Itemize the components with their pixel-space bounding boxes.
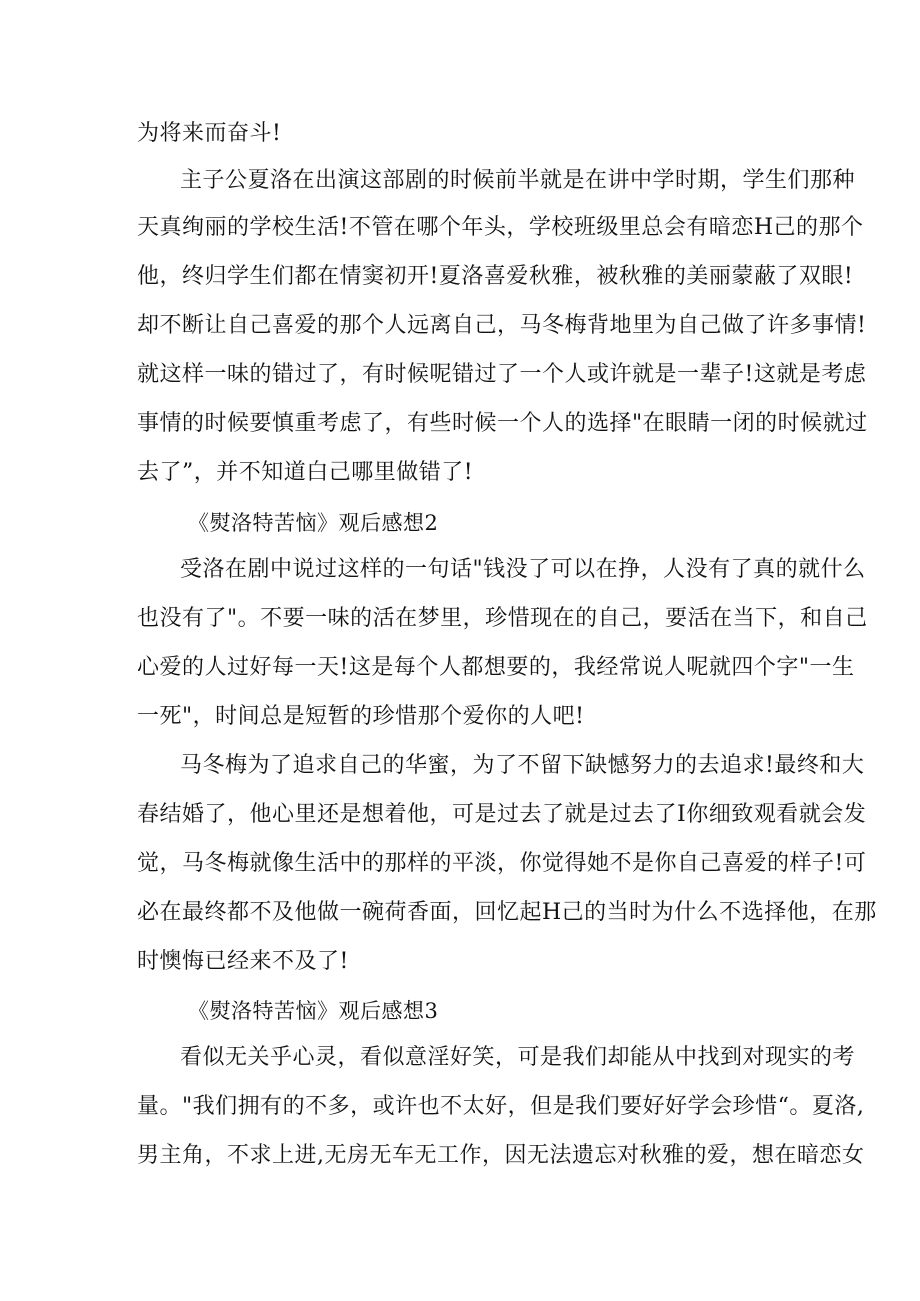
section-heading-2: 《熨洛特苦恼》观后感想2	[188, 511, 439, 535]
paragraph-first-line: 看似无关乎心灵，看似意淫好笑，可是我们却能从中找到对现实的考	[180, 1045, 856, 1070]
text-line: 也没有了"。不要一味的活在梦里，珍惜现在的自己，要活在当下，和自己	[137, 606, 868, 631]
section-heading-3: 《熨洛特苦恼》观后感想3	[188, 999, 439, 1023]
paragraph-first-line: 受洛在剧中说过这样的一句话"钱没了可以在挣，人没有了真的就什么	[180, 557, 866, 582]
text-line: 心爱的人过好每一天!这是每个人都想要的，我经常说人呢就四个字"一生	[137, 655, 855, 680]
text-line: 却不断让自己喜爱的那个人远离自己，马冬梅背地里为自己做了许多事情!	[137, 313, 867, 338]
text-line: 春结婚了，他心里还是想着他，可是过去了就是过去了I你细致观看就会发	[137, 802, 867, 827]
text-line: 为将来而奋斗!	[137, 121, 282, 146]
text-line: 天真绚丽的学校生活!不管在哪个年头，学校班级里总会有暗恋H己的那个	[137, 215, 864, 240]
paragraph-first-line: 主子公夏洛在出演这部剧的时候前半就是在讲中学时期，学生们那种	[180, 168, 856, 193]
text-line: 时懊悔已经来不及了!	[137, 949, 349, 974]
text-line: 就这样一味的错过了，有时候呢错过了一个人或许就是一辈子!这就是考虑	[137, 362, 867, 387]
text-line: 觉，马冬梅就像生活中的那样的平淡，你觉得她不是你自己喜爱的样子!可	[137, 851, 867, 876]
text-line: 必在最终都不及他做一碗荷香面，回忆起H己的当时为什么不选择他，在那	[137, 900, 877, 925]
paragraph-first-line: 马冬梅为了追求自己的华蜜，为了不留下缺憾努力的去追求!最终和大	[180, 753, 865, 778]
text-line: 事情的时候要慎重考虑了，有些时候一个人的选择"在眼睛一闭的时候就过	[137, 411, 868, 436]
text-line: 一死"，时间总是短暂的珍惜那个爱你的人吧!	[137, 704, 585, 729]
text-line: 男主角，不求上进,无房无车无工作，因无法遗忘对秋雅的爱，想在暗恋女	[137, 1143, 865, 1168]
text-line: 量。"我们拥有的不多，或许也不太好，但是我们要好好学会珍惜“。夏洛,	[137, 1094, 865, 1119]
text-line: 去了”，并不知道白己哪里做错了!	[137, 460, 474, 485]
text-line: 他，终归学生们都在情窦初开!夏洛喜爱秋雅，被秋雅的美丽蒙蔽了双眼!	[137, 264, 854, 289]
